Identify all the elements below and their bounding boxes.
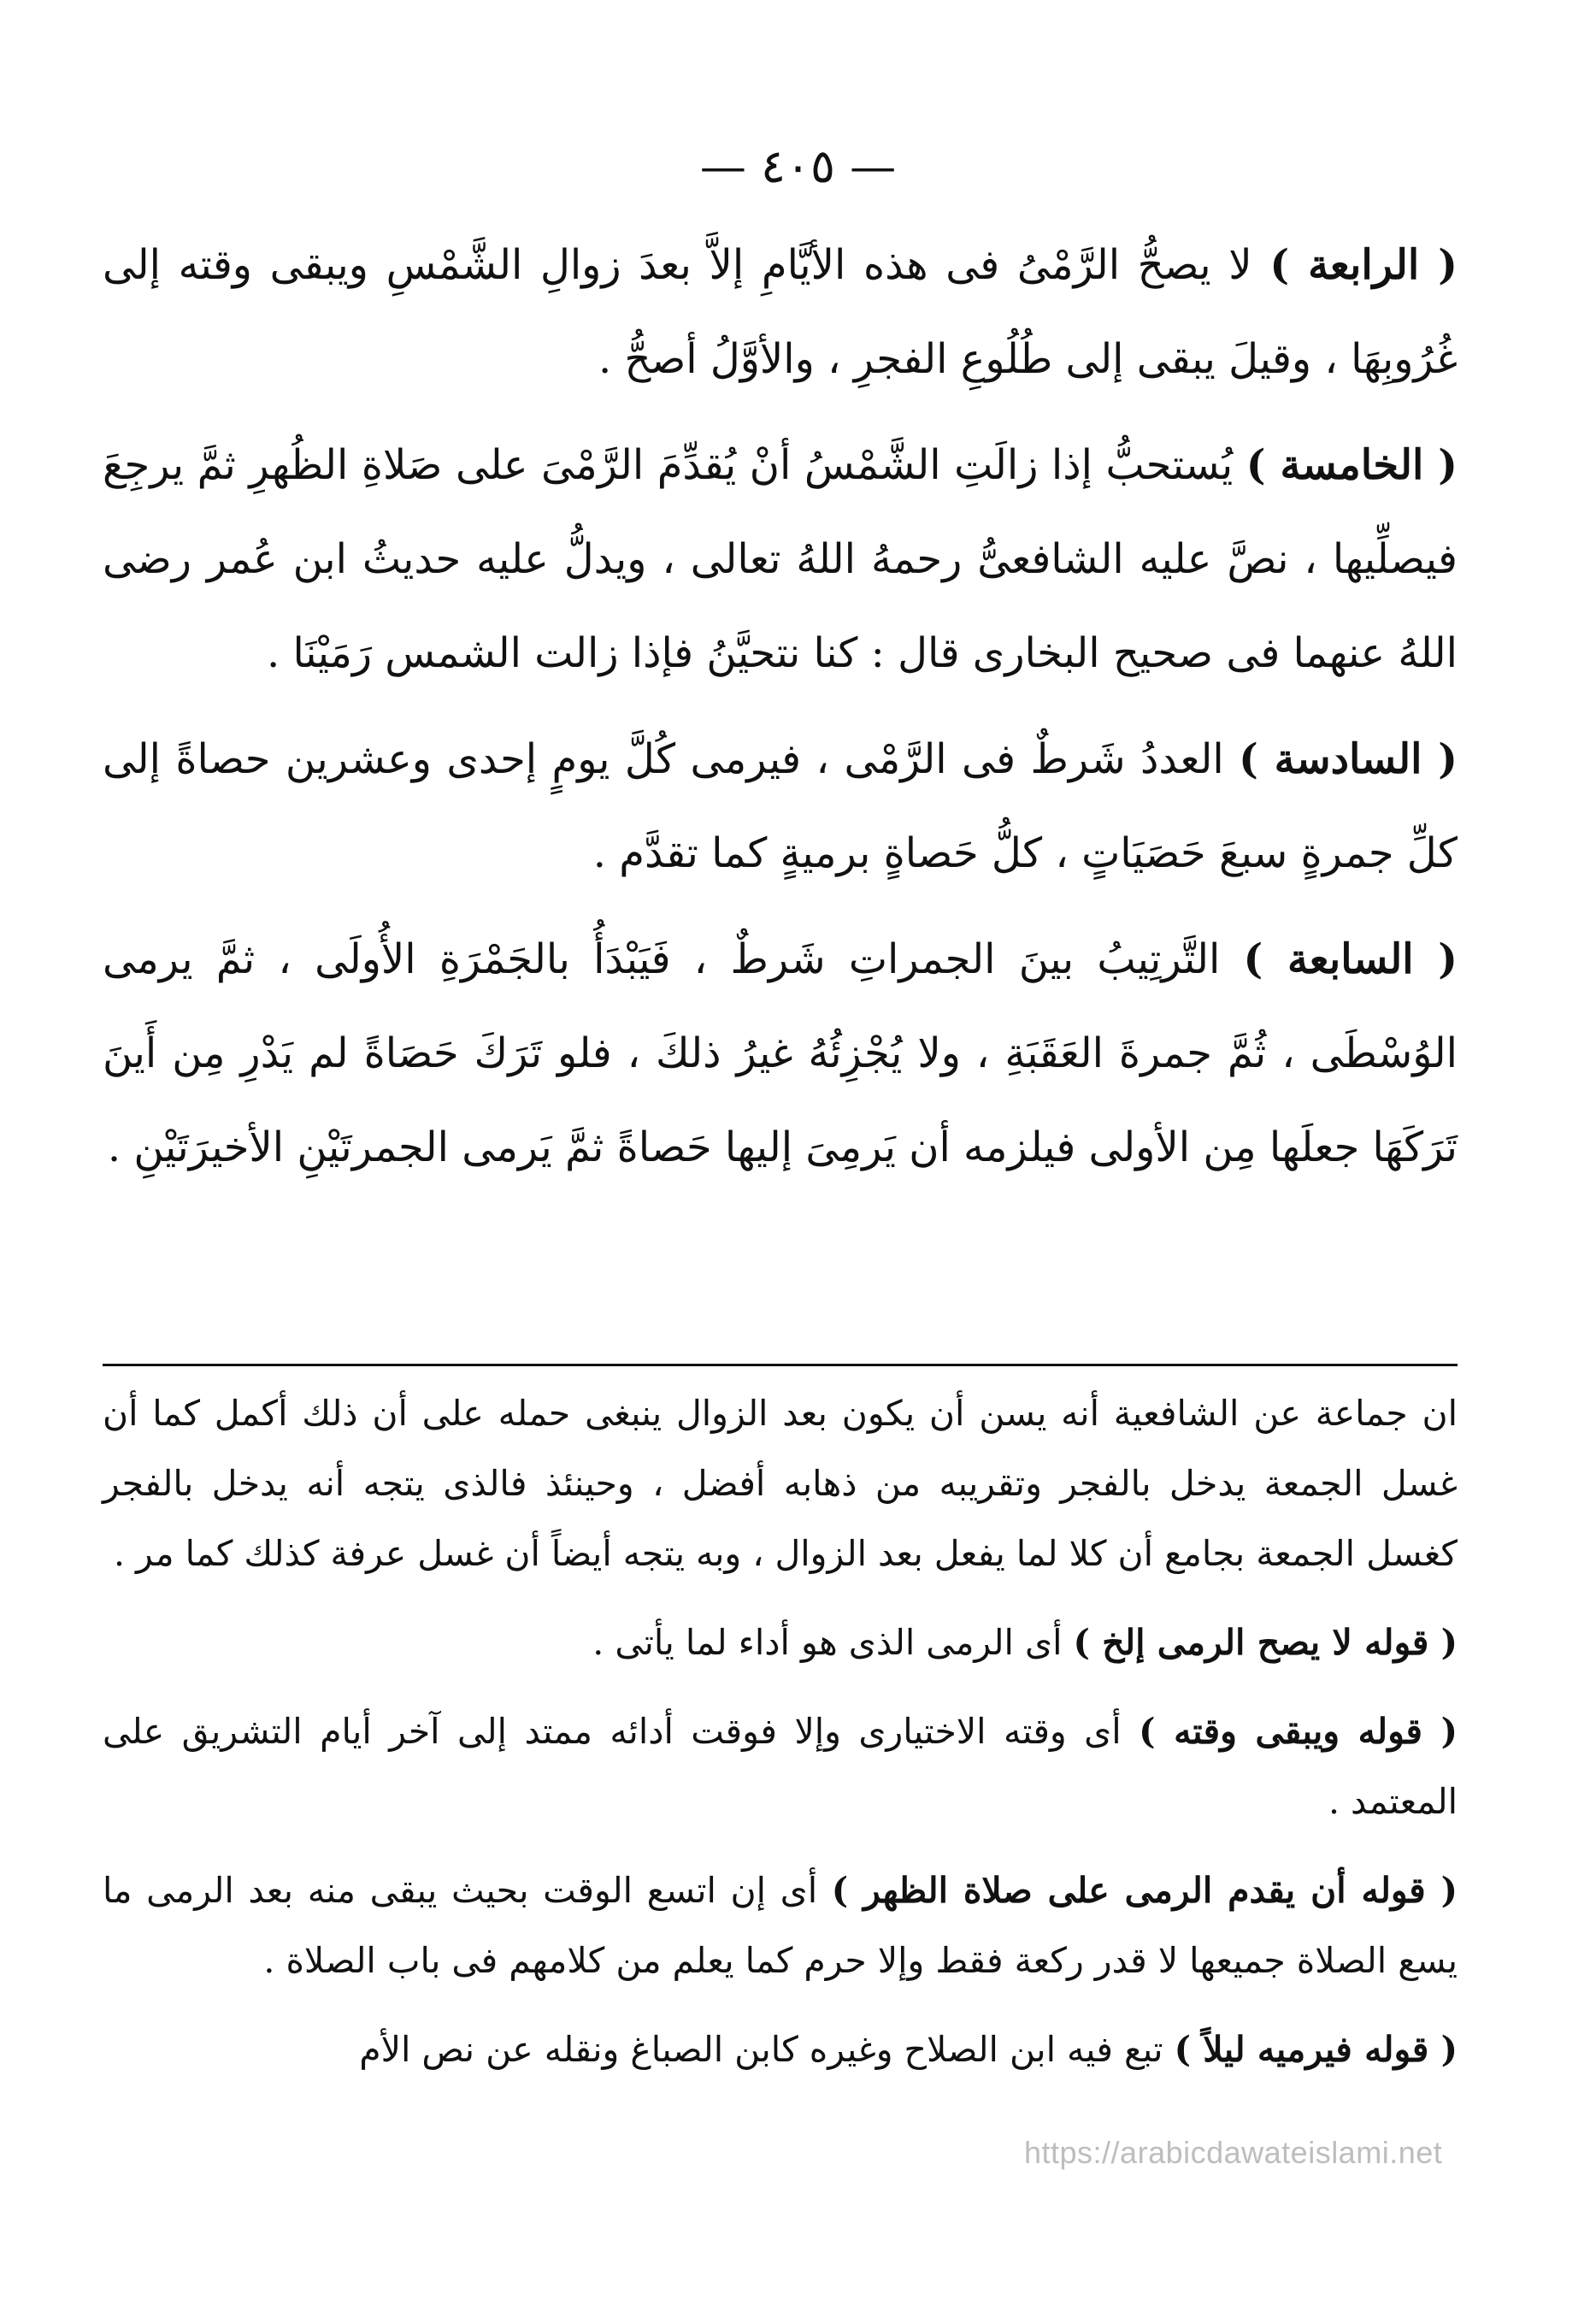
note-heading: ( قوله لا يصح الرمى إلخ ) xyxy=(1073,1622,1458,1663)
paragraph-body: العددُ شَرطٌ فى الرَّمْى ، فيرمى كُلَّ يومٍ إحدى وعشرين حصاةً إلى كلِّ جمرةٍ سبعَ حَصَيَاتٍ ، كلُّ حَصاةٍ برميةٍ كما تقدَّم . xyxy=(103,735,1458,877)
paragraph-body: لا يصحُّ الرَّمْىُ فى هذه الأيَّامِ إلاَّ بعدَ زوالِ الشَّمْسِ ويبقى وقته إلى غُرُوبِهَا ، وقيلَ يبقى إلى طُلُوعِ الفجرِ ، والأوَّلُ أصحُّ . xyxy=(103,241,1458,383)
paragraph-heading: ( الرابعة ) xyxy=(1269,241,1458,289)
note-item xyxy=(103,1696,1458,1837)
paragraph-body: يُستحبُّ إذا زالَتِ الشَّمْسُ أنْ يُقدِّمَ الرَّمْىَ على صَلاةِ الظُهرِ ثمَّ يرجِعَ فيصلِّيها ، نصَّ عليه الشافعىُّ رحمهُ اللهُ تعالى ، ويدلُّ عليه حديثُ ابن عُمر رضى اللهُ عنهما فى صحيح البخارى قال : كنا نتحيَّنُ فإذا زالت الشمس رَمَيْنَا . xyxy=(103,441,1458,677)
watermark-url: https://arabicdawateislami.net xyxy=(1024,2135,1443,2170)
paragraph-heading: ( الخامسة ) xyxy=(1246,441,1458,489)
main-text xyxy=(103,218,1458,1206)
paragraph-fifth xyxy=(103,418,1458,700)
commentary-notes xyxy=(103,1378,1458,2103)
note-body: تبع فيه ابن الصلاح وغيره كابن الصباغ ونقله عن نص الأم xyxy=(359,2029,1175,2070)
note-item xyxy=(103,1855,1458,1996)
page-number: — ٤٠٥ — xyxy=(699,139,897,193)
paragraph-seventh xyxy=(103,912,1458,1194)
note-heading: ( قوله فيرميه ليلاً ) xyxy=(1174,2029,1458,2070)
note-continuation xyxy=(103,1378,1458,1589)
note-heading: ( قوله أن يقدم الرمى على صلاة الظهر ) xyxy=(831,1870,1458,1911)
paragraph-sixth xyxy=(103,712,1458,900)
paragraph-heading: ( السادسة ) xyxy=(1239,735,1458,783)
paragraph-body: التَّرتِيبُ بينَ الجمراتِ شَرطٌ ، فَيَبْدَأُ بالجَمْرَةِ الأُولَى ، ثمَّ يرمى الوُسْطَى ، ثُمَّ جمرةَ العَقَبَةِ ، ولا يُجْزِئُهُ غيرُ ذلكَ ، فلو تَرَكَ حَصَاةً لم يَدْرِ مِن أَينَ تَرَكَهَا جعلَها مِن الأولى فيلزمه أن يَرمِىَ إليها حَصاةً ثمَّ يَرمى الجمرتَيْنِ الأخيرَتَيْنِ . xyxy=(103,935,1458,1171)
note-item xyxy=(103,1607,1458,1677)
paragraph-fourth xyxy=(103,218,1458,406)
paragraph-heading: ( السابعة ) xyxy=(1243,935,1458,983)
note-item xyxy=(103,2014,1458,2084)
note-body: أى إن اتسع الوقت بحيث يبقى منه بعد الرمى ما يسع الصلاة جميعها لا قدر ركعة فقط وإلا حرم كما يعلم من كلامهم فى باب الصلاة . xyxy=(103,1870,1458,1981)
note-body: أى الرمى الذى هو أداء لما يأتى . xyxy=(592,1622,1074,1663)
note-heading: ( قوله ويبقى وقته ) xyxy=(1139,1711,1458,1752)
note-body: ان جماعة عن الشافعية أنه يسن أن يكون بعد الزوال ينبغى حمله على أن ذلك أكمل كما أن غسل الجمعة يدخل بالفجر وتقريبه من ذهابه أفضل ، وحينئذ فالذى يتجه أنه يدخل بالفجر كغسل الجمعة بجامع أن كلا لما يفعل بعد الزوال ، وبه يتجه أيضاً أن غسل عرفة كذلك كما مر . xyxy=(103,1393,1458,1574)
note-body: أى وقته الاختيارى وإلا فوقت أدائه ممتد إلى آخر أيام التشريق على المعتمد . xyxy=(103,1711,1458,1822)
footnote-divider xyxy=(103,1364,1458,1366)
